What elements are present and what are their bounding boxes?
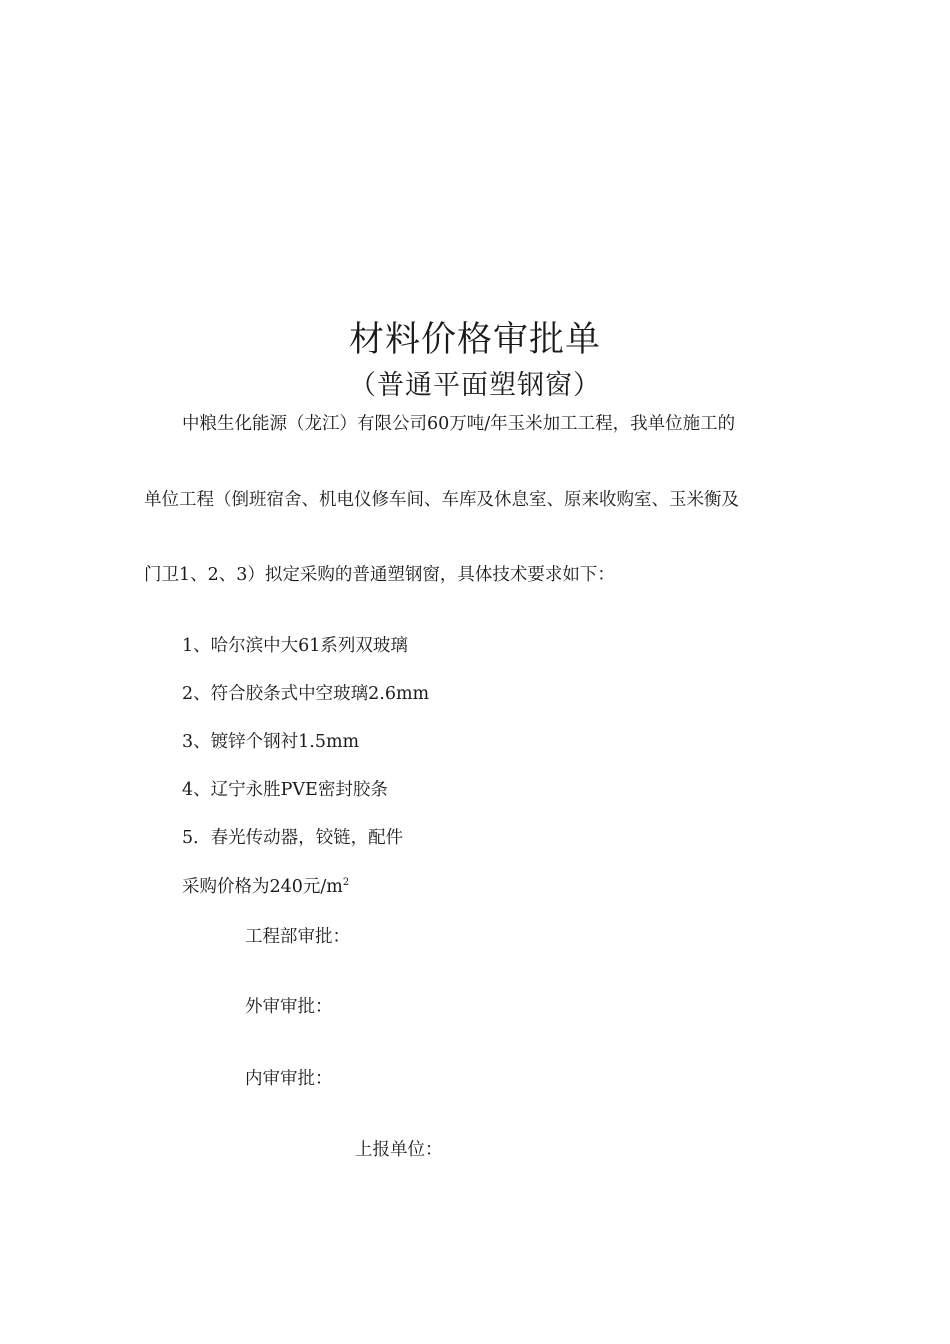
requirement-item-4: 4、辽宁永胜PVE密封胶条	[182, 780, 388, 800]
document-title: 材料价格审批单	[348, 320, 601, 360]
purchase-price-text: 采购价格为240元/m	[182, 877, 343, 897]
intro-paragraph-line-2: 单位工程（倒班宿舍、机电仪修车间、车库及休息室、原来收购室、玉米衡及	[144, 490, 739, 510]
purchase-price	[182, 875, 349, 899]
intro-paragraph-line-3: 门卫1、2、3）拟定采购的普通塑钢窗，具体技术要求如下：	[144, 565, 615, 585]
internal-audit-approval-label: 内审审批：	[245, 1069, 333, 1089]
requirement-item-3: 3、镀锌个钢衬1.5mm	[182, 732, 360, 752]
requirement-item-2: 2、符合胶条式中空玻璃2.6mm	[182, 684, 430, 704]
intro-paragraph-line-1: 中粮生化能源（龙江）有限公司60万吨/年玉米加工工程，我单位施工的	[182, 414, 736, 434]
requirement-item-5: 5．春光传动器，铰链，配件	[182, 828, 404, 848]
reporting-unit-label: 上报单位：	[355, 1140, 443, 1160]
engineering-approval-label: 工程部审批：	[245, 927, 350, 947]
document-subtitle: （普通平面塑钢窗）	[349, 370, 601, 401]
external-audit-approval-label: 外审审批：	[245, 997, 333, 1017]
purchase-price-superscript: 2	[342, 877, 350, 889]
requirement-item-1: 1、哈尔滨中大61系列双玻璃	[182, 636, 408, 656]
